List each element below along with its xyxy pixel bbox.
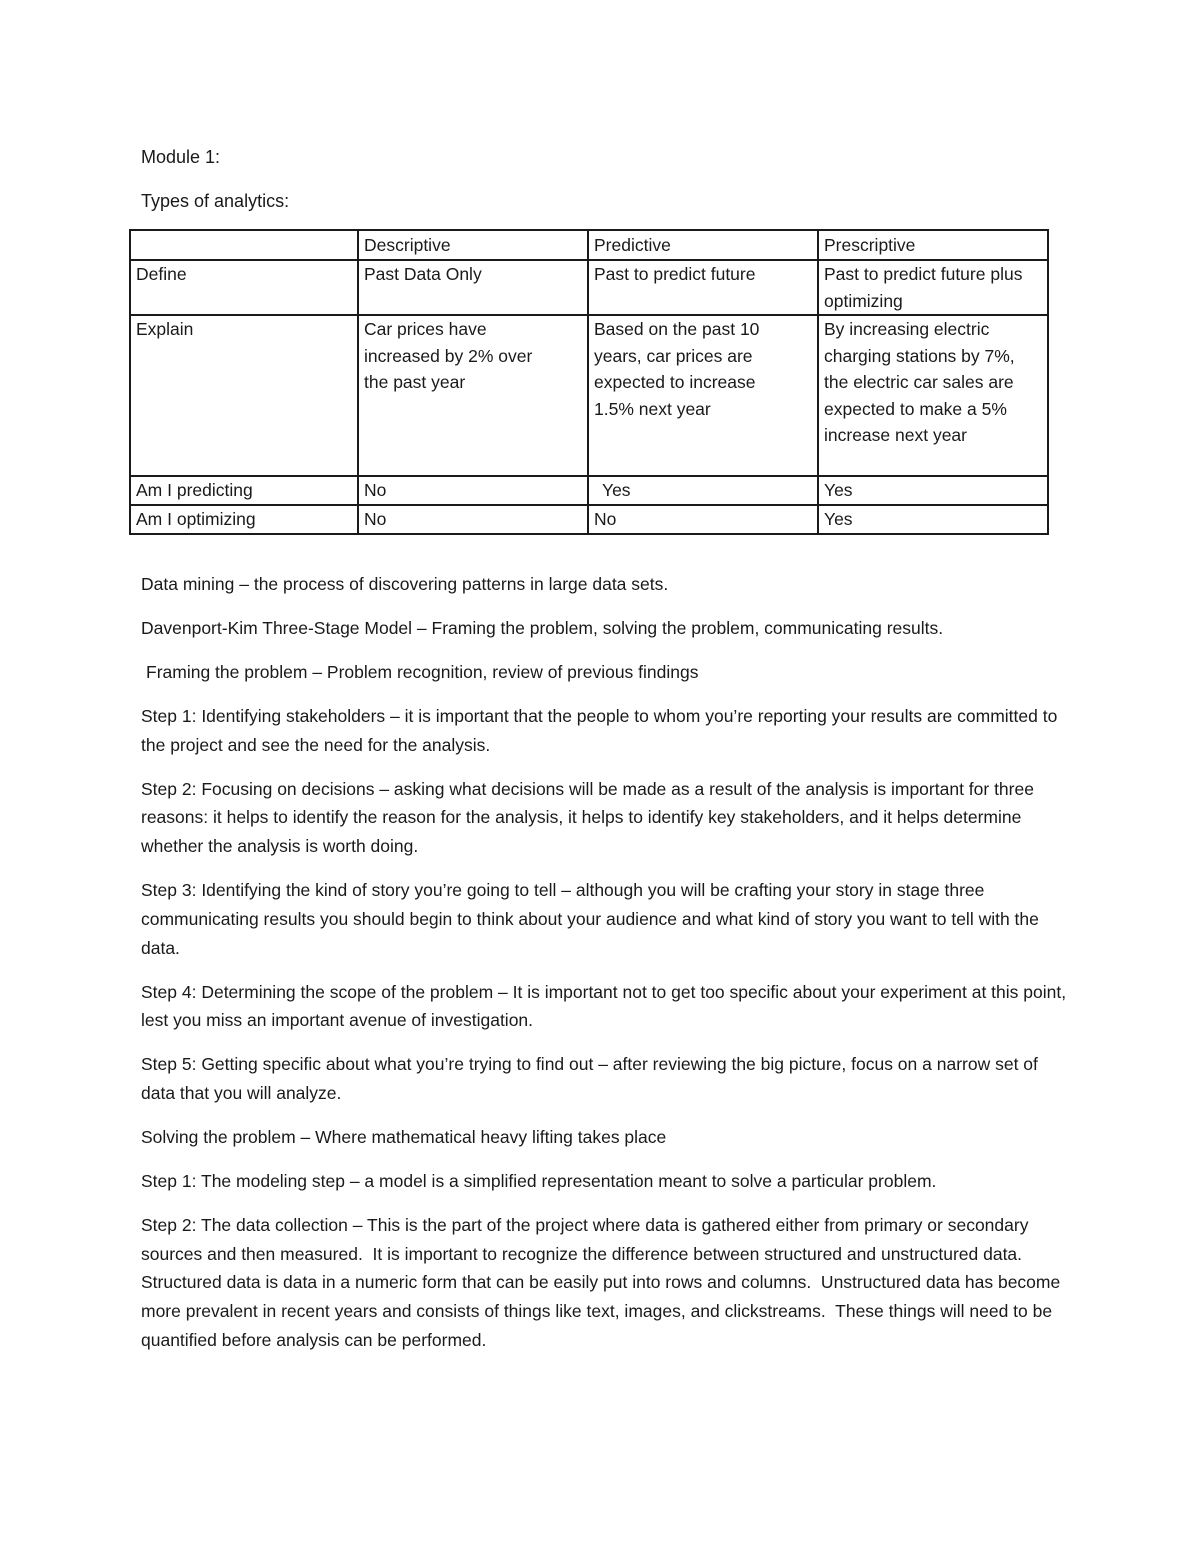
- table-header-row: [130, 230, 1048, 260]
- table-cell: By increasing electric charging stations by 7%, the electric car sales are expected to make a 5% increase next year: [818, 315, 1048, 476]
- table-cell: Yes: [818, 505, 1048, 534]
- table-cell: No: [588, 505, 818, 534]
- table-row: [130, 315, 1048, 476]
- row-label-explain: Explain: [130, 315, 358, 476]
- table-header-cell-empty: [130, 230, 358, 260]
- paragraph-framing-the-problem: Framing the problem – Problem recognition, review of previous findings: [146, 662, 699, 682]
- table-cell: No: [358, 505, 588, 534]
- table-row: [130, 476, 1048, 505]
- table-cell: Based on the past 10 years, car prices are expected to increase 1.5% next year: [588, 315, 818, 476]
- table-header-descriptive: Descriptive: [358, 230, 588, 260]
- table-cell: Yes: [818, 476, 1048, 505]
- table-cell: Past to predict future: [588, 260, 818, 315]
- row-label-am-i-predicting: Am I predicting: [130, 476, 358, 505]
- paragraph-framing-step-1: Step 1: Identifying stakeholders – it is important that the people to whom you’re reporting your results are committed to the project and see the need for the analysis.: [141, 706, 1058, 755]
- table-header-prescriptive: Prescriptive: [818, 230, 1048, 260]
- table-cell-text: Yes: [602, 480, 631, 500]
- table-header-predictive: Predictive: [588, 230, 818, 260]
- paragraph-framing-step-2: Step 2: Focusing on decisions – asking what decisions will be made as a result of the analysis is important for three reasons: it helps to identify the reason for the analysis, it helps to identify key stakeholders, and it helps determine whether the analysis is worth doing.: [141, 778, 1034, 857]
- paragraph-three-stage-model: Davenport-Kim Three-Stage Model – Framing the problem, solving the problem, communicating results.: [141, 618, 944, 638]
- paragraph-data-mining: Data mining – the process of discovering patterns in large data sets.: [141, 574, 669, 594]
- row-label-am-i-optimizing: Am I optimizing: [130, 505, 358, 534]
- paragraph-framing-step-3: Step 3: Identifying the kind of story you’re going to tell – although you will be crafting your story in stage three communicating results you should begin to think about your audience and what kind of story you want to tell with the data.: [141, 880, 1039, 958]
- row-label-define: Define: [130, 260, 358, 315]
- table-cell: Past Data Only: [358, 260, 588, 315]
- body-text: [141, 570, 1071, 1370]
- paragraph-framing-step-4: Step 4: Determining the scope of the problem – It is important not to get too specific about your experiment at this point, lest you miss an important avenue of investigation.: [141, 981, 1067, 1031]
- table-cell: [588, 476, 818, 505]
- module-heading: Module 1:: [141, 147, 221, 167]
- paragraph-solving-step-1: Step 1: The modeling step – a model is a simplified representation meant to solve a particular problem.: [141, 1170, 937, 1191]
- table-cell: Car prices have increased by 2% over the past year: [358, 315, 588, 476]
- analytics-types-table: [129, 229, 1049, 535]
- paragraph-framing-step-5: Step 5: Getting specific about what you’re trying to find out – after reviewing the big picture, focus on a narrow set of data that you will analyze.: [141, 1054, 1038, 1103]
- paragraph-solving-the-problem: Solving the problem – Where mathematical heavy lifting takes place: [141, 1126, 667, 1147]
- paragraph-solving-step-2: Step 2: The data collection – This is the part of the project where data is gathered either from primary or secondary sources and then measured. It is important to recognize the difference between structured and unstructured data. Structured data is data in a numeric form that can be easily put into rows and columns. Unstructured data has become more prevalent in recent years and consists of things like text, images, and clickstreams. These things will need to be quantified before analysis can be performed.: [141, 1214, 1066, 1350]
- table-cell: No: [358, 476, 588, 505]
- table-row: [130, 505, 1048, 534]
- table-cell: Past to predict future plus optimizing: [818, 260, 1048, 315]
- types-of-analytics-heading: Types of analytics:: [141, 191, 290, 211]
- table-row: [130, 260, 1048, 315]
